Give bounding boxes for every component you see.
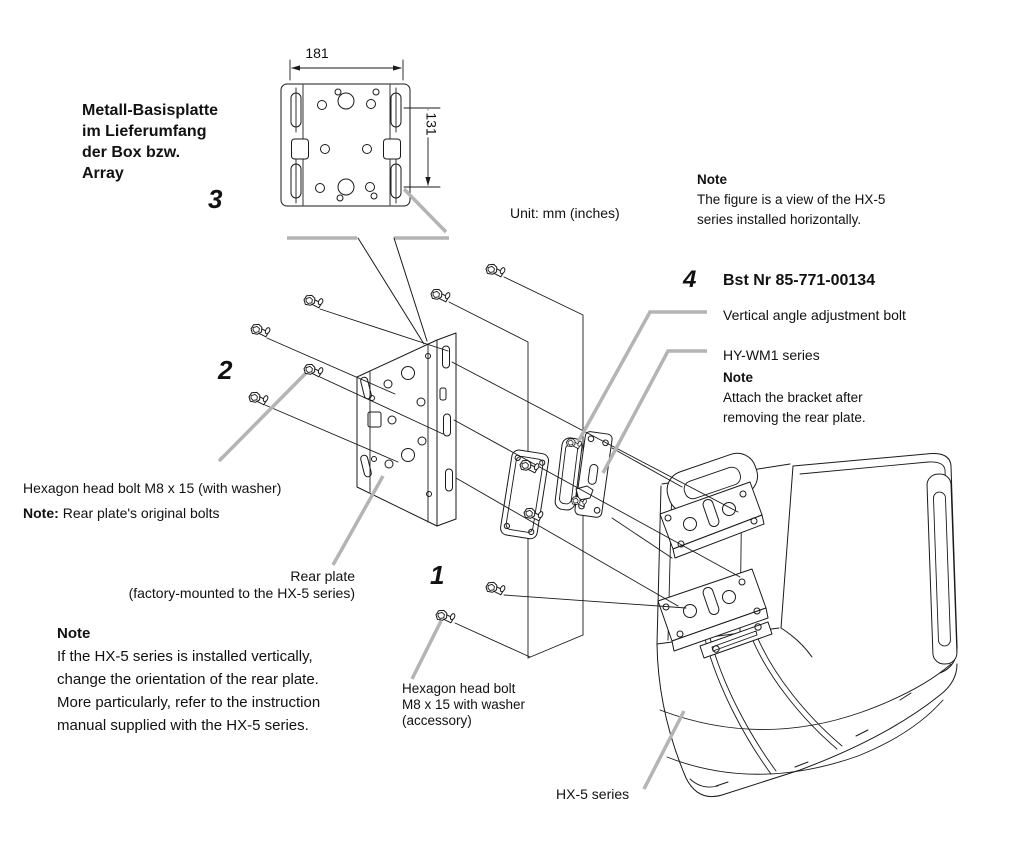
unit-note: Unit: mm (inches): [510, 205, 620, 221]
rear-plate-label: [100, 568, 355, 602]
rear-plate-label-line: (factory-mounted to the HX-5 series): [128, 585, 355, 601]
hex-bolt-icon: [431, 289, 451, 301]
note-line: If the HX-5 series is installed vertically,: [57, 648, 313, 665]
note-line: removing the rear plate.: [723, 410, 866, 425]
rear-plate-label-line: Rear plate: [290, 568, 355, 584]
speaker-label: HX-5 series: [556, 786, 630, 802]
note-title: Note:: [23, 505, 59, 521]
base-plate-label-line: Metall-Basisplatte: [82, 102, 219, 119]
hex-bolt-icon: [251, 324, 271, 336]
note-original-bolts: [23, 503, 220, 523]
note-line: manual supplied with the HX-5 series.: [57, 717, 309, 734]
hex-bolt-icon: [304, 364, 324, 376]
note-line: More particularly, refer to the instruction: [57, 694, 321, 711]
hex-bolt-icon: [486, 582, 506, 594]
note-title: Note: [57, 625, 91, 642]
note-line: change the orientation of the rear plate.: [57, 671, 319, 688]
hex-bolt-icon: [249, 392, 269, 404]
hex-bolt-icon: [436, 610, 456, 622]
detail-callout-lines: [287, 238, 449, 344]
hex-bolt-icon: [304, 295, 324, 307]
step-number-2: 2: [218, 355, 233, 385]
base-plate-label: [82, 100, 218, 184]
base-plate-label-line: Array: [82, 165, 124, 182]
note-text: Rear plate's original bolts: [62, 505, 220, 521]
dimension-width-label: 181: [305, 45, 329, 61]
accessory-bolt-label: [402, 681, 525, 729]
note-line: series installed horizontally.: [697, 212, 862, 227]
accessory-bolt-line: (accessory): [402, 713, 472, 728]
bolt-washer-label: Hexagon head bolt M8 x 15 (with washer): [23, 480, 282, 496]
part-number: Bst Nr 85-771-00134: [723, 272, 876, 289]
accessory-bolt-line: M8 x 15 with washer: [402, 697, 526, 712]
step-number-1: 1: [430, 560, 445, 590]
step-number-3: 3: [208, 184, 223, 214]
note-vertical-install: [57, 622, 320, 737]
dimension-width-181: [290, 60, 403, 80]
note-orientation: [697, 170, 885, 230]
dimension-height-label: 131: [423, 112, 440, 136]
note-title: Note: [723, 370, 753, 385]
accessory-bolt-line: Hexagon head bolt: [402, 681, 516, 696]
note-line: Attach the bracket after: [723, 390, 863, 405]
note-bracket: [723, 368, 866, 428]
hex-bolt-icon: [486, 264, 506, 276]
base-plate-detail: [281, 84, 410, 206]
step-number-4: 4: [683, 266, 697, 293]
speaker-horn: [657, 629, 957, 797]
adjustment-bolt-label: Vertical angle adjustment bolt: [723, 307, 906, 323]
note-title: Note: [697, 172, 727, 187]
base-plate-label-line: im Lieferumfang: [82, 123, 207, 140]
base-plate-label-line: der Box bzw.: [82, 144, 181, 161]
hy-wm1-label: HY-WM1 series: [723, 347, 820, 363]
note-line: The figure is a view of the HX-5: [697, 192, 886, 207]
